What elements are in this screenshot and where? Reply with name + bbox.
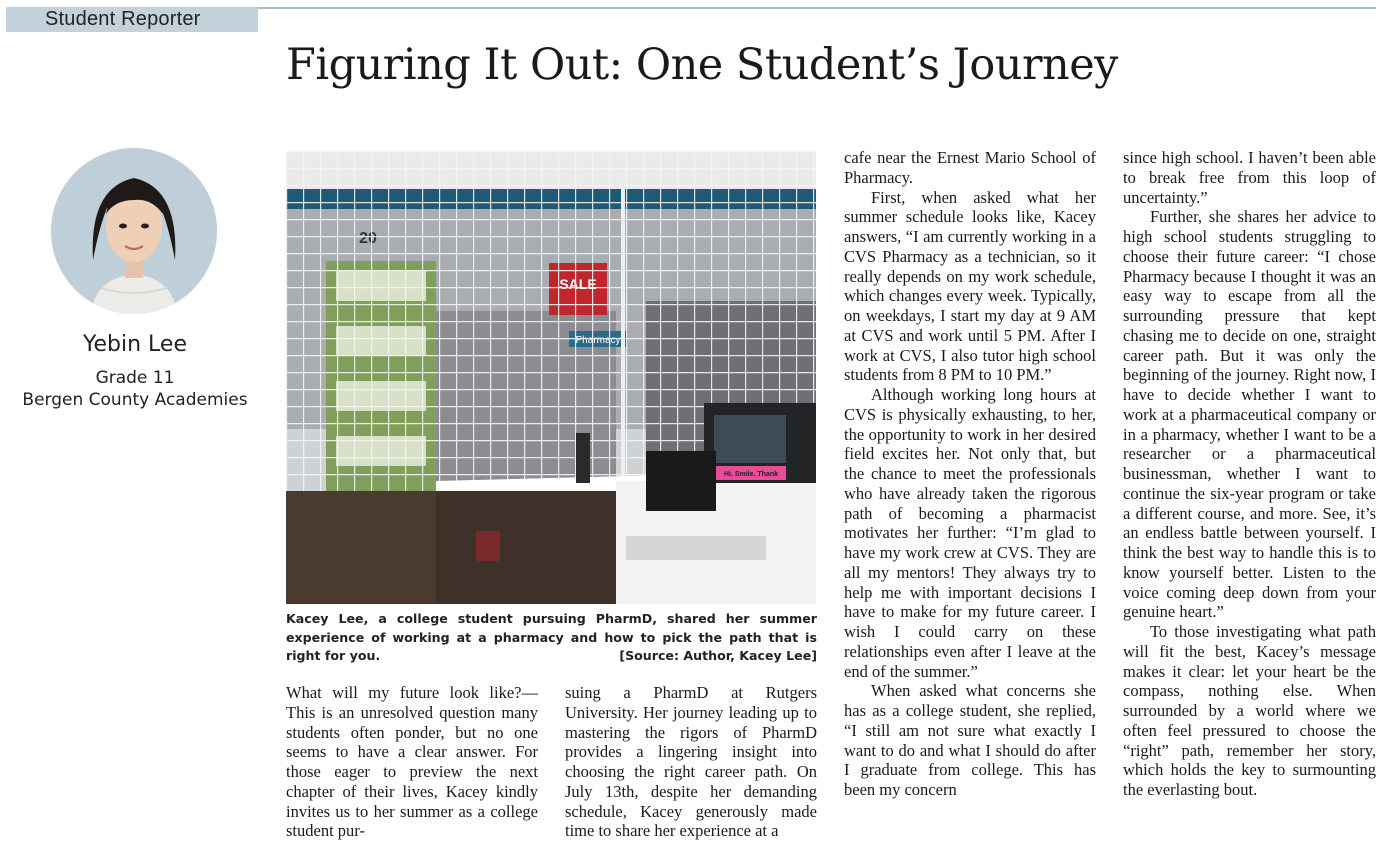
terminal-label: Hi. Smile. Thank bbox=[723, 471, 779, 478]
article-column-2 bbox=[565, 683, 817, 841]
top-rule bbox=[258, 7, 1376, 9]
author-name: Yebin Lee bbox=[82, 332, 187, 357]
author-grade: Grade 11 bbox=[95, 368, 175, 388]
author-school: Bergen County Academies bbox=[22, 390, 248, 410]
author-portrait bbox=[51, 148, 217, 314]
paragraph: First, when asked what her summer schedule looks like, Kacey answers, “I am currently working in a CVS Pharmacy as a technician, so it really depends on my work schedule, which changes every week. Typically, on weekdays, I start my day at 9 AM at CVS and work until 5 PM. After I work at CVS, I also tutor high school students from 8 PM to 10 PM.” bbox=[844, 187, 1096, 385]
caption-text: Kacey Lee, a college student pursuing PharmD, shared her summer experience of working at a pharmacy and how to pick the path that is right for you. bbox=[286, 611, 817, 663]
author-avatar bbox=[51, 148, 217, 314]
paragraph: suing a PharmD at Rutgers University. Her journey leading up to mastering the rigors of PharmD provides a lingering insight into choosing the right career path. On July 13th, despite her demanding schedule, Kacey generously made time to share her experience at a bbox=[565, 683, 817, 841]
section-label-text: Student Reporter bbox=[45, 8, 201, 30]
paragraph: Further, she shares her advice to high school students struggling to choose their future career: “I chose Pharmacy because I thought it was an easy way to escape from all the surrounding pressure that kept chasing me to decide on one, straight career path. But it was only the beginning of the journey. Right now, I have to decide whether I want to work at a pharmaceutical company or in a pharmacy, whether I want to be a researcher or a pharmaceutical businessman, whether I want to continue the six-year program or take a different course, and more. See, it’s an endless battle between yourself. I think the best way to handle this is to know yourself better. Listen to the voice coming deep down from your genuine heart.” bbox=[1123, 207, 1376, 622]
photo-caption bbox=[286, 610, 817, 666]
paragraph: Although working long hours at CVS is physically exhausting, to her, the opportunity to work in her desired field excites her. Not only that, but the chance to meet the professionals who have already taken the rigorous path of becoming a pharmacist motivates her further: “I’m glad to have my work crew at CVS. They are all my mentors! They always try to help me with important decisions I have to make for my future career. I wish I could carry on these relationships even after I leave at the end of the summer.” bbox=[844, 385, 1096, 681]
paragraph: When asked what concerns she has as a college student, she replied, “I still am not sure what exactly I want to do and what I should do after I graduate from college. This has been my concern bbox=[844, 681, 1096, 799]
pharmacy-photo bbox=[286, 151, 816, 604]
paragraph: since high school. I haven’t been able to break free from this loop of uncertainty.” bbox=[1123, 148, 1376, 207]
paragraph: To those investigating what path will fit the best, Kacey’s message makes it clear: let your heart be the compass, nothing else. When surrounded by a world where we often feel pressured to choose the “right” path, remember her story, which holds the key to surmounting the everlasting bout. bbox=[1123, 622, 1376, 799]
paragraph: cafe near the Ernest Mario School of Pharmacy. bbox=[844, 148, 1096, 187]
article-column-1 bbox=[286, 683, 538, 841]
paragraph: What will my future look like?— This is an unresolved question many students often ponder, but no one seems to have a clear answer. For those eager to preview the next chapter of their lives, Kacey kindly invites us to her summer as a college student pur- bbox=[286, 683, 538, 841]
headline: Figuring It Out: One Student’s Journey bbox=[286, 40, 1118, 90]
article-column-3 bbox=[844, 148, 1096, 800]
pharmacy-counter-illustration bbox=[286, 151, 816, 604]
caption-source: [Source: Author, Kacey Lee] bbox=[619, 648, 817, 663]
article-column-4 bbox=[1123, 148, 1376, 800]
section-label bbox=[6, 7, 258, 32]
